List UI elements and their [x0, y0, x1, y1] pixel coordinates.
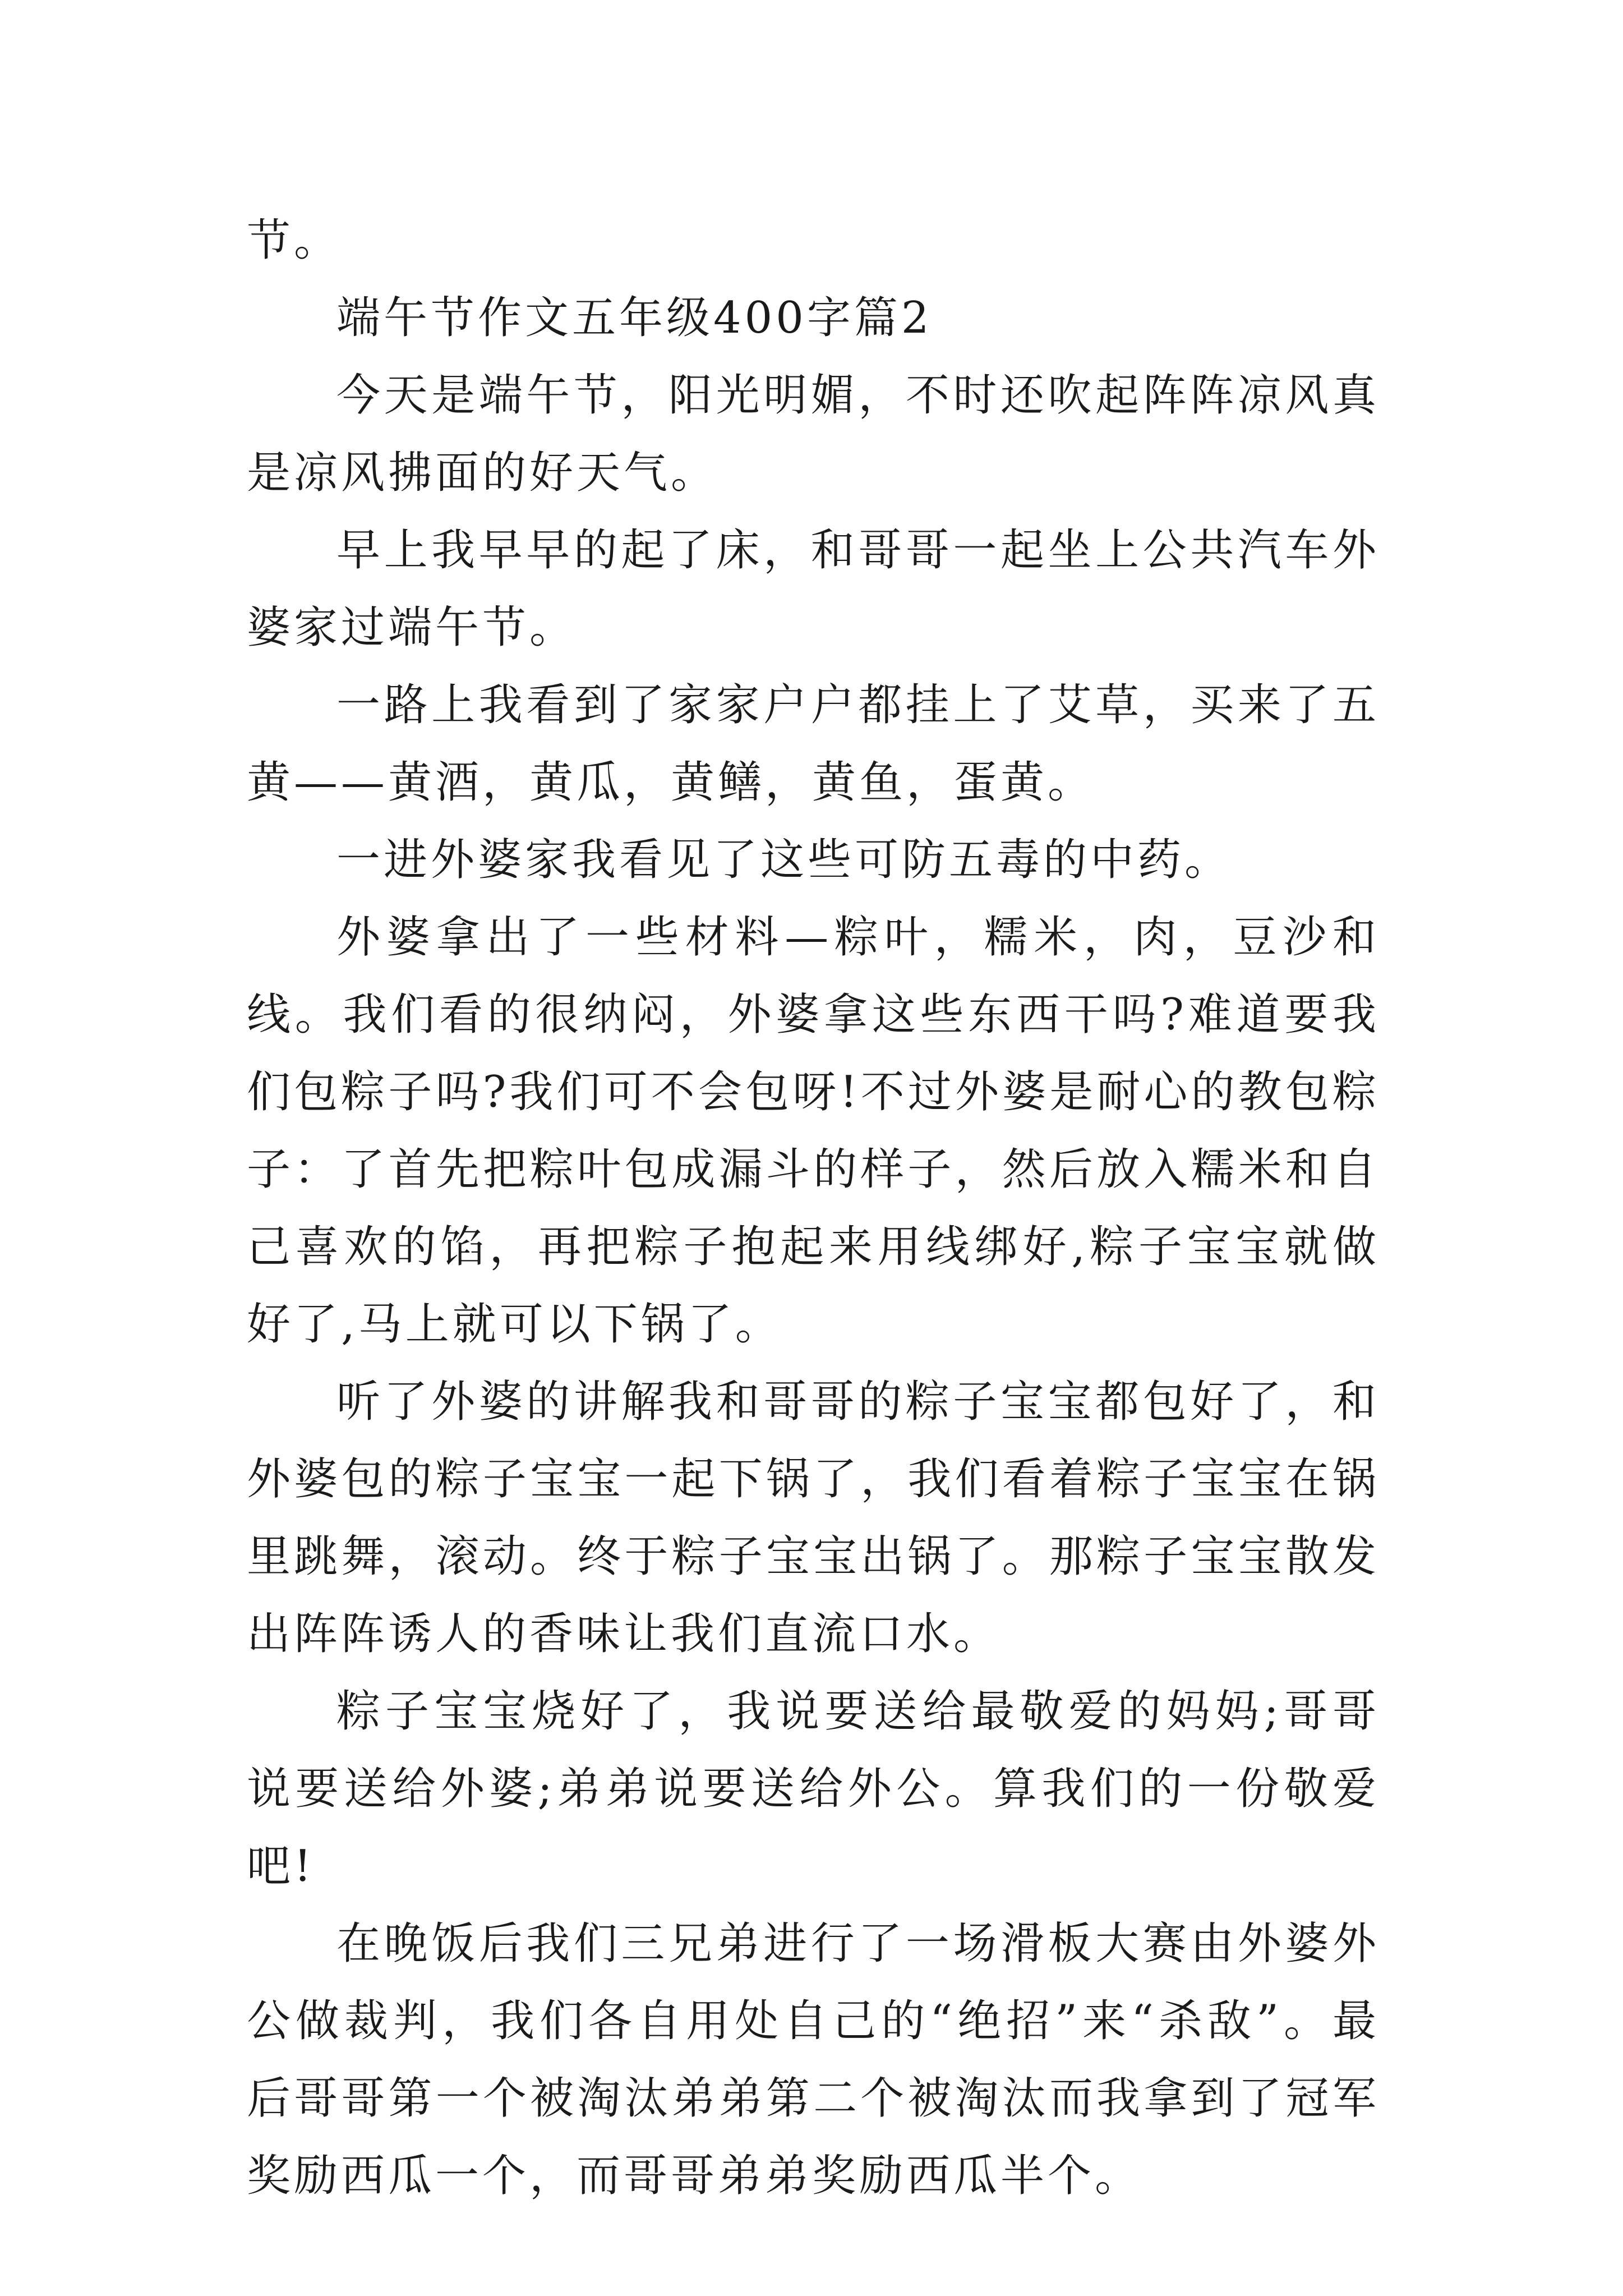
paragraph: 在晚饭后我们三兄弟进行了一场滑板大赛由外婆外公做裁判，我们各自用处自己的“绝招”来“杀敌”。最后哥哥第一个被淘汰弟弟第二个被淘汰而我拿到了冠军奖励西瓜一个，而哥哥弟弟奖励西瓜半个。	[247, 1918, 1380, 2201]
paragraph: 听了外婆的讲解我和哥哥的粽子宝宝都包好了，和外婆包的粽子宝宝一起下锅了，我们看着粽子宝宝在锅里跳舞，滚动。终于粽子宝宝出锅了。那粽子宝宝散发出阵阵诱人的香味让我们直流口水。	[247, 1377, 1380, 1659]
article-heading: 端午节作文五年级400字篇2	[336, 293, 933, 343]
lead-fragment: 节。	[247, 215, 342, 266]
paragraph: 粽子宝宝烧好了，我说要送给最敬爱的妈妈;哥哥说要送给外婆;弟弟说要送给外公。算我们的一份敬爱吧!	[247, 1686, 1380, 1892]
paragraph: 一路上我看到了家家户户都挂上了艾草，买来了五黄——黄酒，黄瓜，黄鳝，黄鱼，蛋黄。	[247, 680, 1380, 808]
article-body	[247, 202, 1380, 2215]
paragraph: 早上我早早的起了床，和哥哥一起坐上公共汽车外婆家过端午节。	[247, 525, 1380, 653]
paragraph: 一进外婆家我看见了这些可防五毒的中药。	[336, 835, 1232, 885]
paragraph: 外婆拿出了一些材料—粽叶，糯米，肉，豆沙和线。我们看的很纳闷，外婆拿这些东西干吗?难道要我们包粽子吗?我们可不会包呀!不过外婆是耐心的教包粽子：了首先把粽叶包成漏斗的样子，然后放入糯米和自己喜欢的馅，再把粽子抱起来用线绑好,粽子宝宝就做好了,马上就可以下锅了。	[247, 912, 1380, 1350]
paragraph: 今天是端午节，阳光明媚，不时还吹起阵阵凉风真是凉风拂面的好天气。	[247, 370, 1380, 498]
